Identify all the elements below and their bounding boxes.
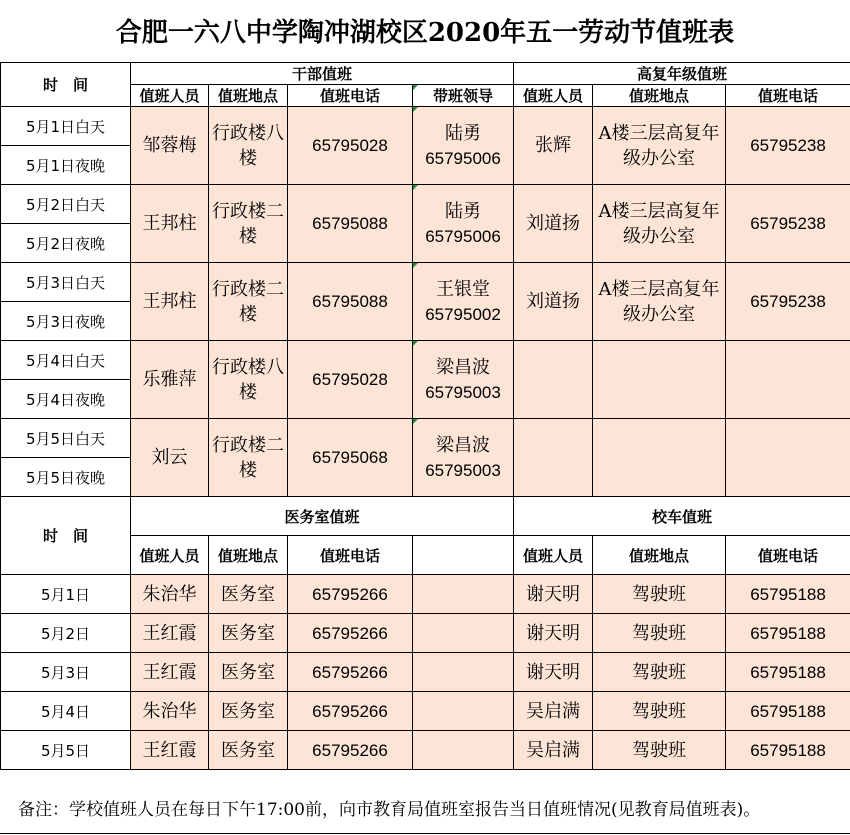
empty-cell	[413, 692, 514, 731]
senior-phone: 65795238	[726, 185, 850, 263]
bus-place: 驾驶班	[593, 653, 726, 692]
medical-section-header: 医务室值班	[131, 497, 514, 536]
senior-phone	[726, 341, 850, 419]
medical-place: 医务室	[209, 692, 288, 731]
date-cell: 5月4日	[1, 692, 131, 731]
cadre-phone: 65795088	[288, 263, 413, 341]
col-person: 值班人员	[131, 85, 209, 107]
bus-place: 驾驶班	[593, 575, 726, 614]
medical-place: 医务室	[209, 731, 288, 770]
bus-place: 驾驶班	[593, 692, 726, 731]
medical-phone: 65795266	[288, 653, 413, 692]
day-shift: 5月5日白天	[1, 419, 131, 458]
leader-phone: 65795003	[425, 382, 501, 402]
senior-person: 张辉	[514, 107, 593, 185]
bus-place: 驾驶班	[593, 731, 726, 770]
senior-place: A楼三层高复年级办公室	[593, 107, 726, 185]
bus-phone: 65795188	[726, 653, 850, 692]
bus-phone: 65795188	[726, 692, 850, 731]
cadre-person: 邹蓉梅	[131, 107, 209, 185]
leader-name: 王银堂	[436, 278, 490, 300]
leader-phone: 65795006	[425, 226, 501, 246]
cadre-place: 行政楼八楼	[209, 107, 288, 185]
bus-section-header: 校车值班	[514, 497, 850, 536]
col-medical-person: 值班人员	[131, 536, 209, 575]
night-shift: 5月1日夜晚	[1, 146, 131, 185]
time-header: 时 间	[1, 63, 131, 107]
bus-phone: 65795188	[726, 575, 850, 614]
medical-phone: 65795266	[288, 614, 413, 653]
senior-person	[514, 419, 593, 497]
col-senior-person: 值班人员	[514, 85, 593, 107]
col-bus-place: 值班地点	[593, 536, 726, 575]
senior-person	[514, 341, 593, 419]
night-shift: 5月4日夜晚	[1, 380, 131, 419]
night-shift: 5月2日夜晚	[1, 224, 131, 263]
day-shift: 5月3日白天	[1, 263, 131, 302]
col-senior-place: 值班地点	[593, 85, 726, 107]
cadre-place: 行政楼八楼	[209, 341, 288, 419]
duty-table	[0, 62, 850, 770]
cadre-person: 乐雅萍	[131, 341, 209, 419]
leader-cell	[413, 341, 514, 419]
col-medical-place: 值班地点	[209, 536, 288, 575]
leader-cell	[413, 263, 514, 341]
empty-cell	[413, 731, 514, 770]
senior-place: A楼三层高复年级办公室	[593, 263, 726, 341]
leader-name: 梁昌波	[436, 356, 490, 378]
empty-cell	[413, 536, 514, 575]
senior-place	[593, 341, 726, 419]
cadre-phone: 65795068	[288, 419, 413, 497]
leader-name: 陆勇	[445, 122, 481, 144]
col-bus-phone: 值班电话	[726, 536, 850, 575]
day-shift: 5月1日白天	[1, 107, 131, 146]
medical-person: 王红霞	[131, 731, 209, 770]
medical-place: 医务室	[209, 575, 288, 614]
cadre-place: 行政楼二楼	[209, 419, 288, 497]
cadre-phone: 65795028	[288, 341, 413, 419]
page-title: 合肥一六八中学陶冲湖校区2020年五一劳动节值班表	[115, 18, 735, 48]
senior-phone: 65795238	[726, 107, 850, 185]
medical-person: 王红霞	[131, 614, 209, 653]
col-senior-phone: 值班电话	[726, 85, 850, 107]
empty-cell	[413, 614, 514, 653]
bus-person: 谢天明	[514, 614, 593, 653]
day-shift: 5月4日白天	[1, 341, 131, 380]
senior-phone: 65795238	[726, 263, 850, 341]
cadre-person: 刘云	[131, 419, 209, 497]
date-cell: 5月5日	[1, 731, 131, 770]
date-cell: 5月2日	[1, 614, 131, 653]
col-bus-person: 值班人员	[514, 536, 593, 575]
senior-person: 刘道扬	[514, 263, 593, 341]
time-header: 时 间	[1, 497, 131, 575]
empty-cell	[413, 653, 514, 692]
medical-person: 朱治华	[131, 575, 209, 614]
bus-person: 吴启满	[514, 731, 593, 770]
col-medical-phone: 值班电话	[288, 536, 413, 575]
medical-place: 医务室	[209, 653, 288, 692]
leader-phone: 65795006	[425, 148, 501, 168]
leader-cell	[413, 185, 514, 263]
medical-phone: 65795266	[288, 692, 413, 731]
col-leader: 带班领导	[413, 85, 514, 107]
leader-name: 陆勇	[445, 200, 481, 222]
cadre-place: 行政楼二楼	[209, 263, 288, 341]
medical-person: 朱治华	[131, 692, 209, 731]
medical-person: 王红霞	[131, 653, 209, 692]
bus-person: 谢天明	[514, 653, 593, 692]
senior-section-header: 高复年级值班	[514, 63, 850, 85]
night-shift: 5月5日夜晚	[1, 458, 131, 497]
medical-phone: 65795266	[288, 731, 413, 770]
bus-person: 吴启满	[514, 692, 593, 731]
bus-person: 谢天明	[514, 575, 593, 614]
senior-phone	[726, 419, 850, 497]
footnote: 备注：学校值班人员在每日下午17:00前，向市教育局值班室报告当日值班情况(见教育局值班表)。	[0, 788, 850, 834]
empty-cell	[413, 575, 514, 614]
senior-person: 刘道扬	[514, 185, 593, 263]
medical-phone: 65795266	[288, 575, 413, 614]
cadre-phone: 65795028	[288, 107, 413, 185]
date-cell: 5月1日	[1, 575, 131, 614]
leader-cell	[413, 419, 514, 497]
cadre-section-header: 干部值班	[131, 63, 514, 85]
medical-place: 医务室	[209, 614, 288, 653]
cadre-person: 王邦柱	[131, 185, 209, 263]
night-shift: 5月3日夜晚	[1, 302, 131, 341]
senior-place: A楼三层高复年级办公室	[593, 185, 726, 263]
leader-name: 梁昌波	[436, 434, 490, 456]
date-cell: 5月3日	[1, 653, 131, 692]
cadre-phone: 65795088	[288, 185, 413, 263]
bus-place: 驾驶班	[593, 614, 726, 653]
col-phone: 值班电话	[288, 85, 413, 107]
leader-phone: 65795003	[425, 460, 501, 480]
cadre-place: 行政楼二楼	[209, 185, 288, 263]
bus-phone: 65795188	[726, 614, 850, 653]
senior-place	[593, 419, 726, 497]
leader-phone: 65795002	[425, 304, 501, 324]
col-place: 值班地点	[209, 85, 288, 107]
leader-cell	[413, 107, 514, 185]
bus-phone: 65795188	[726, 731, 850, 770]
cadre-person: 王邦柱	[131, 263, 209, 341]
day-shift: 5月2日白天	[1, 185, 131, 224]
